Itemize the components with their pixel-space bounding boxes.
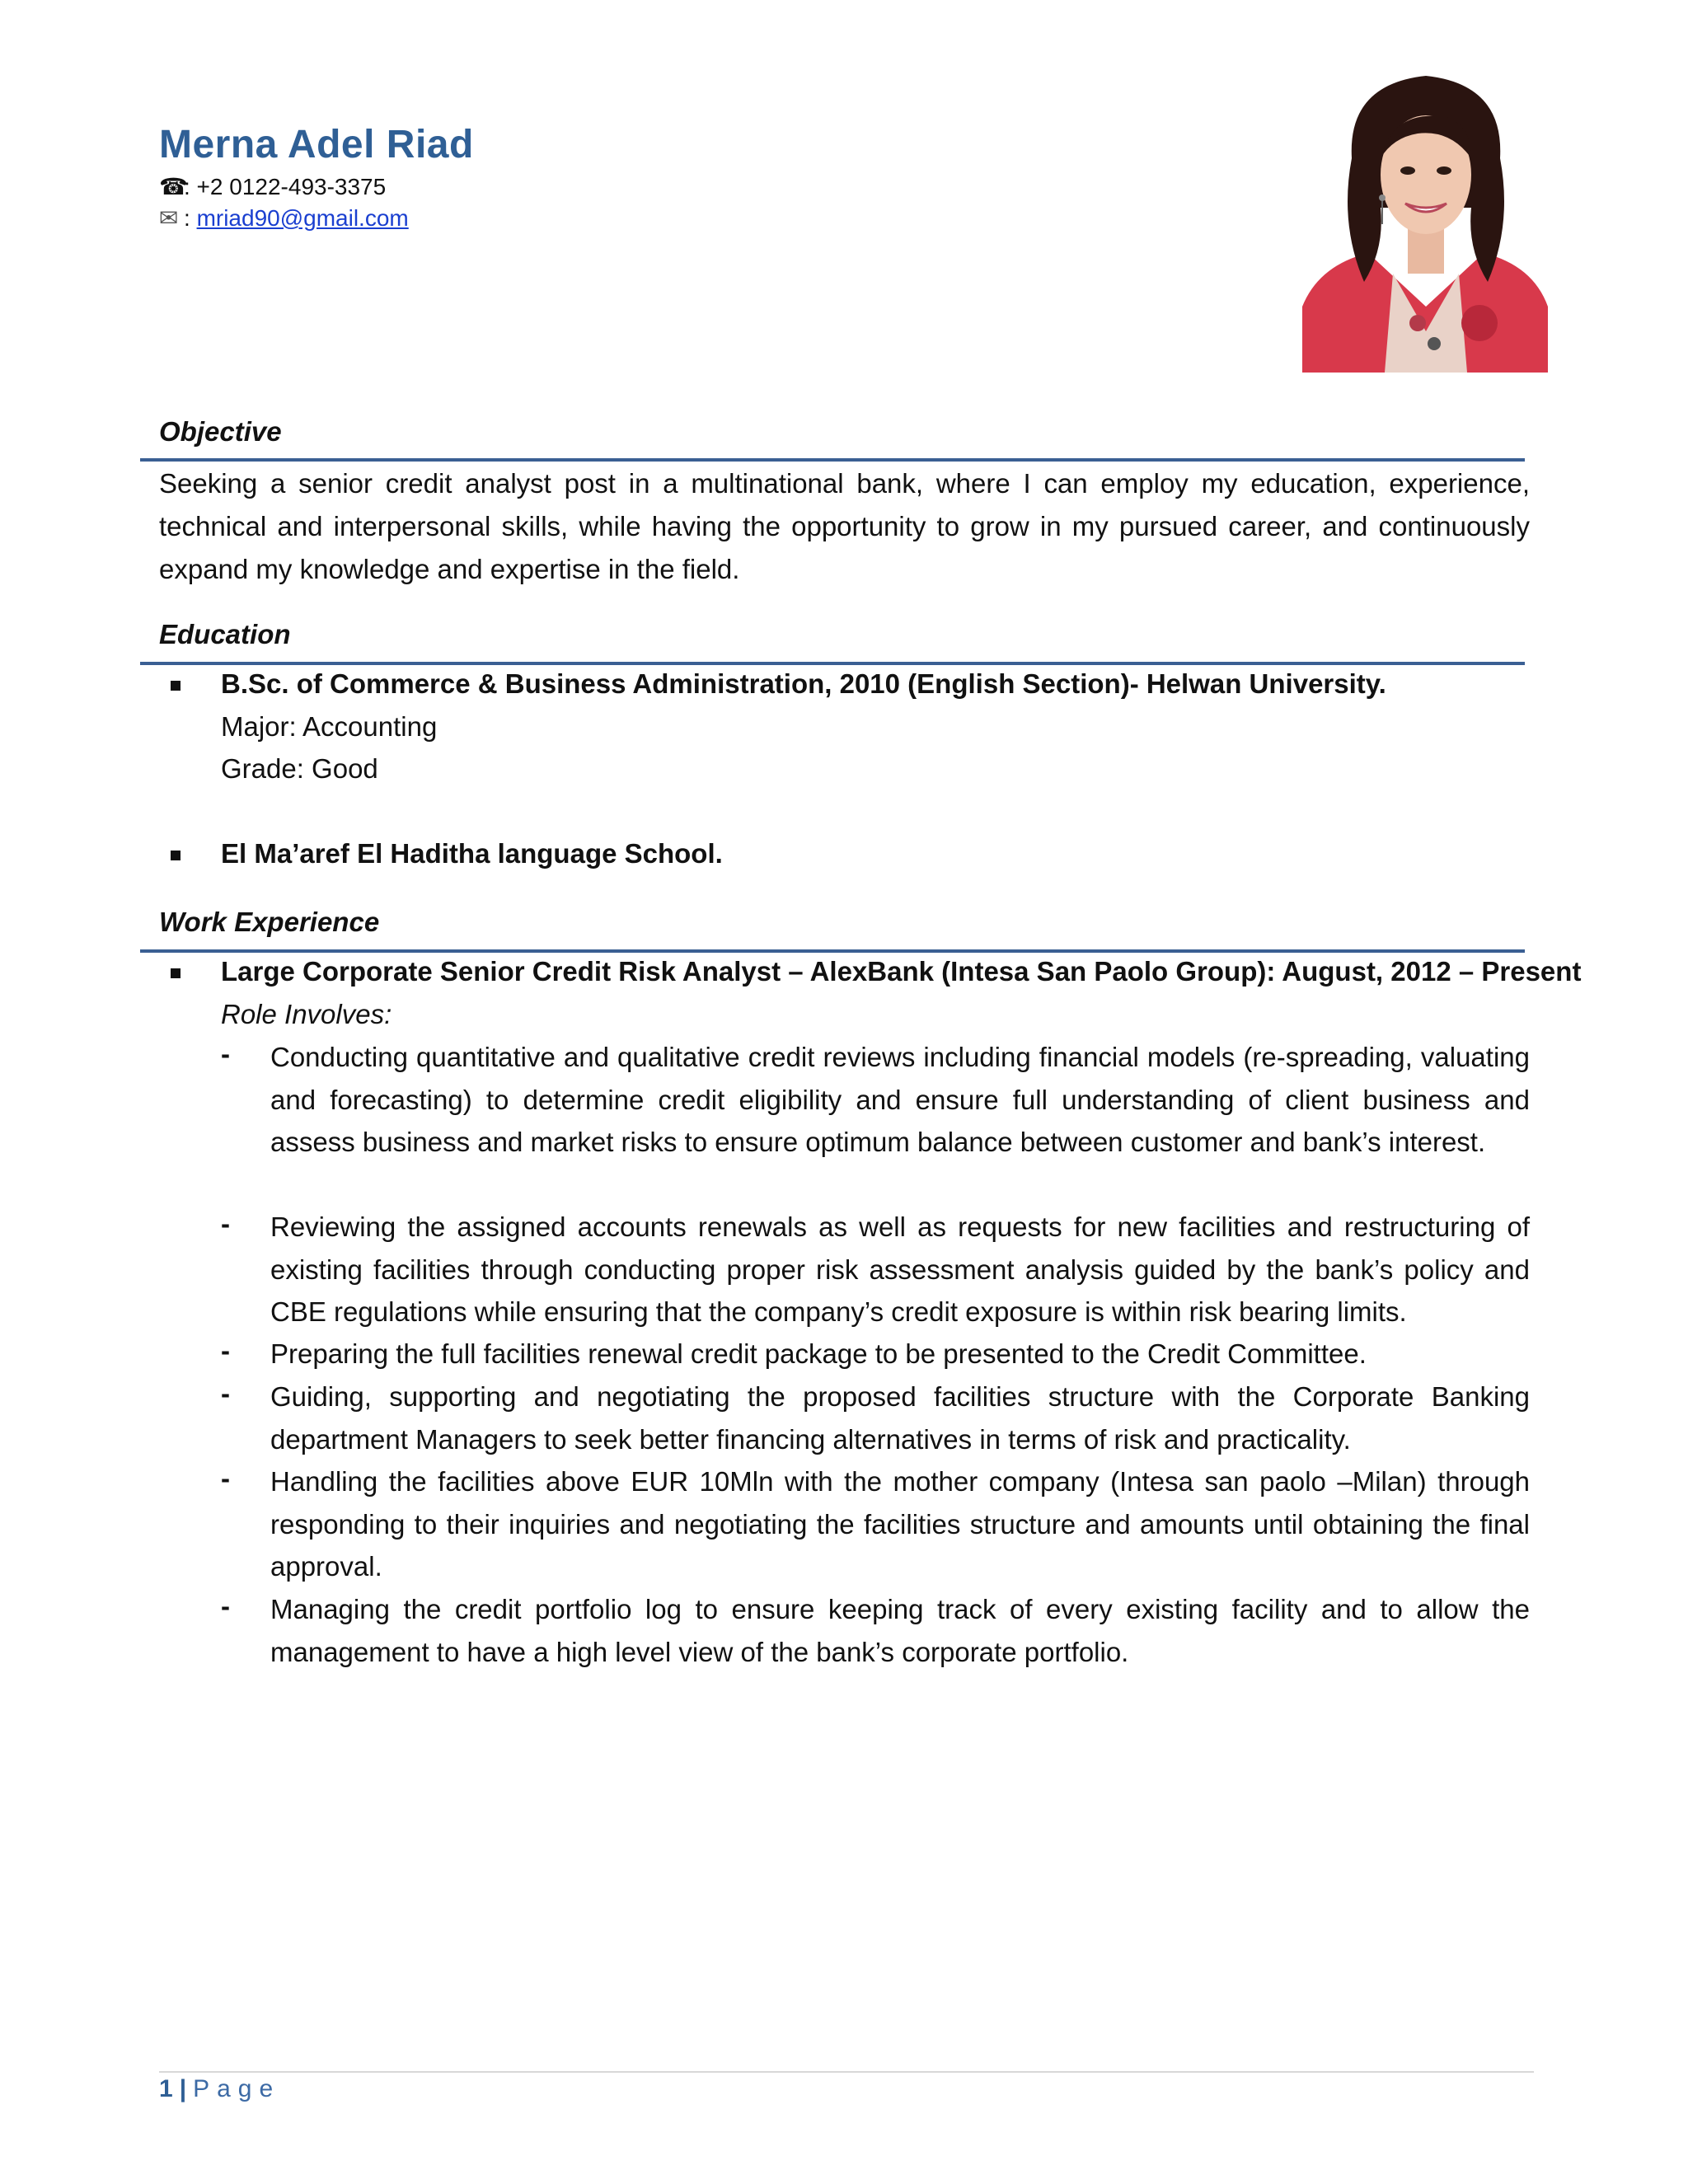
page-number: 1 <box>159 2075 173 2102</box>
education-school: El Ma’aref El Haditha language School. <box>221 838 723 869</box>
bullet-icon <box>171 968 181 978</box>
duty-item: Reviewing the assigned accounts renewals as well as requests for new facilities and restructuring of existing facilities through conducting proper risk assessment analysis guided by the bank’s policy and CBE regulations while ensuring that the company’s credit exposure is within risk bearing limits. <box>270 1212 1530 1327</box>
email-line <box>159 204 409 232</box>
education-major: Major: Accounting <box>221 711 438 742</box>
profile-photo <box>1302 59 1548 373</box>
dash-marker: - <box>221 1591 230 1621</box>
role-label: Role Involves: <box>221 999 392 1029</box>
objective-divider <box>140 458 1525 462</box>
job-title: Large Corporate Senior Credit Risk Analyst – AlexBank (Intesa San Paolo Group): August, 2012 – Present <box>221 956 1582 987</box>
phone-number: : +2 0122-493-3375 <box>184 174 387 199</box>
work-experience-heading: Work Experience <box>159 907 380 937</box>
footer-separator: | <box>179 2075 187 2102</box>
footer-divider <box>159 2071 1534 2073</box>
bullet-icon <box>171 851 181 860</box>
bullet-icon <box>171 681 181 691</box>
work-experience-divider <box>140 949 1525 953</box>
duty-item: Managing the credit portfolio log to ensure keeping track of every existing facility and to allow the management to have a high level view of the bank’s corporate portfolio. <box>270 1594 1530 1667</box>
objective-heading: Objective <box>159 416 282 447</box>
education-degree: B.Sc. of Commerce & Business Administration, 2010 (English Section)- Helwan University. <box>221 668 1386 699</box>
duty-item: Handling the facilities above EUR 10Mln with the mother company (Intesa san paolo –Milan) through responding to their inquiries and negotiating the facilities structure and amounts until obtaining the final approval. <box>270 1466 1530 1582</box>
education-heading: Education <box>159 619 291 649</box>
education-divider <box>140 662 1525 665</box>
education-grade: Grade: Good <box>221 753 378 784</box>
objective-text: Seeking a senior credit analyst post in a multinational bank, where I can employ my education, experience, technical and interpersonal skills, while having the opportunity to grow in my pursued career, and continuously expand my knowledge and expertise in the field. <box>159 468 1530 584</box>
email-prefix: : <box>184 205 197 231</box>
candidate-name: Merna Adel Riad <box>159 123 474 166</box>
portrait-illustration <box>1302 59 1548 373</box>
duty-item: Guiding, supporting and negotiating the proposed facilities structure with the Corporate Banking department Managers to seek better financing alternatives in terms of risk and practicality. <box>270 1381 1530 1455</box>
duty-item: Preparing the full facilities renewal credit package to be presented to the Credit Committee. <box>270 1338 1367 1369</box>
dash-marker: - <box>221 1208 230 1239</box>
envelope-icon: ✉ <box>159 205 179 231</box>
dash-marker: - <box>221 1335 230 1366</box>
phone-line <box>159 173 386 200</box>
duty-item: Conducting quantitative and qualitative credit reviews including financial models (re-spreading, valuating and forecasting) to determine credit eligibility and ensure full understanding of client business and assess business and market risks to ensure optimum balance between customer and bank’s interest. <box>270 1042 1530 1157</box>
dash-marker: - <box>221 1038 230 1069</box>
page-label: Page <box>193 2075 281 2102</box>
dash-marker: - <box>221 1378 230 1408</box>
dash-marker: - <box>221 1463 230 1493</box>
email-link[interactable]: mriad90@gmail.com <box>196 205 409 231</box>
page-footer <box>159 2075 280 2103</box>
phone-icon: ☎ <box>159 174 188 199</box>
